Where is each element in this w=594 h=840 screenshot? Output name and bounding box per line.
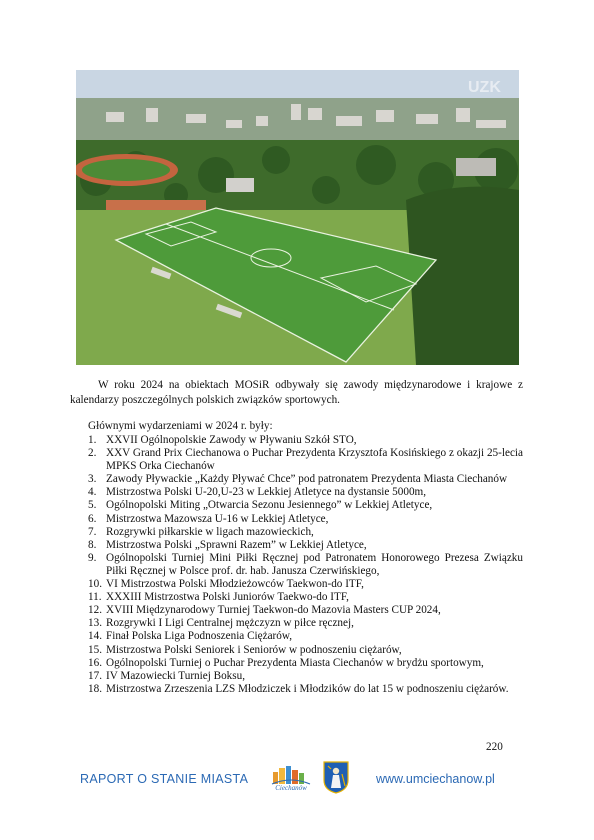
event-number: 2. xyxy=(88,447,97,460)
ciechanow-city-logo xyxy=(270,762,312,792)
event-text: Mistrzostwa Polski „Sprawni Razem” w Lekkiej Atletyce, xyxy=(106,538,367,551)
event-text: Finał Polska Liga Podnoszenia Ciężarów, xyxy=(106,630,293,643)
photo-watermark: UZK xyxy=(468,79,501,96)
event-number: 5. xyxy=(88,499,97,512)
event-text: Ogólnopolski Miting „Otwarcia Sezonu Jesiennego” w Lekkiej Atletyce, xyxy=(106,499,433,512)
stadium-aerial-photo xyxy=(76,70,519,365)
event-text: IV Mazowiecki Turniej Boksu, xyxy=(106,669,246,682)
event-item xyxy=(70,513,523,526)
event-text: Ogólnopolski Turniej o Puchar Prezydenta Miasta Ciechanów w brydżu sportowym, xyxy=(106,656,484,669)
event-number: 17. xyxy=(88,669,102,682)
event-item xyxy=(70,578,523,591)
event-number: 12. xyxy=(88,604,102,617)
event-text: VI Mistrzostwa Polski Młodzieżowców Taekwon-do ITF, xyxy=(106,578,364,591)
event-number: 8. xyxy=(88,538,97,551)
event-item xyxy=(70,670,523,683)
city-logo-text: Ciechanów xyxy=(275,784,307,792)
event-text: XVIII Międzynarodowy Turniej Taekwon-do Mazovia Masters CUP 2024, xyxy=(106,604,441,617)
event-text: XXV Grand Prix Ciechanowa o Puchar Prezydenta Krzysztofa Kosińskiego z okazji 25-lecia MPKS Orka Ciechanów xyxy=(106,447,523,473)
event-text: XXVII Ogólnopolskie Zawody w Pływaniu Szkół STO, xyxy=(106,434,357,446)
stadium-aerial-illustration xyxy=(76,70,519,365)
event-text: Zawody Pływackie „Każdy Pływać Chce” pod patronatem Prezydenta Miasta Ciechanów xyxy=(106,473,508,486)
event-number: 6. xyxy=(88,512,97,525)
city-crest-icon xyxy=(322,760,350,794)
event-item xyxy=(70,552,523,578)
event-number: 13. xyxy=(88,617,102,630)
event-item xyxy=(70,630,523,643)
intro-text: W roku 2024 na obiektach MOSiR odbywały się zawody międzynarodowe i krajowe z kalendarzy poszczególnych polskich związków sportowych. xyxy=(70,379,523,406)
event-number: 14. xyxy=(88,630,102,643)
event-item xyxy=(70,526,523,539)
event-item xyxy=(70,604,523,617)
event-text: Mistrzostwa Polski U-20,U-23 w Lekkiej Atletyce na dystansie 5000m, xyxy=(106,486,427,499)
event-item xyxy=(70,473,523,486)
event-item xyxy=(70,434,523,447)
event-number: 18. xyxy=(88,682,102,695)
event-number: 10. xyxy=(88,578,102,591)
page-number: 220 xyxy=(486,741,503,753)
event-text: Rozgrywki I Ligi Centralnej mężczyzn w piłce ręcznej, xyxy=(106,617,354,630)
event-number: 16. xyxy=(88,656,102,669)
event-item xyxy=(70,644,523,657)
events-list xyxy=(70,434,523,696)
event-text: Mistrzostwa Mazowsza U-16 w Lekkiej Atletyce, xyxy=(106,512,329,525)
event-item xyxy=(70,539,523,552)
events-lead: Głównymi wydarzeniami w 2024 r. były: xyxy=(88,420,273,432)
event-item xyxy=(70,447,523,473)
event-text: Rozgrywki piłkarskie w ligach mazowieckich, xyxy=(106,525,314,538)
event-number: 7. xyxy=(88,525,97,538)
event-item xyxy=(70,486,523,499)
report-title: RAPORT O STANIE MIASTA xyxy=(80,772,249,786)
event-number: 1. xyxy=(88,434,97,446)
website-url: www.umciechanow.pl xyxy=(376,772,495,786)
intro-paragraph xyxy=(70,378,523,408)
event-item xyxy=(70,591,523,604)
event-item xyxy=(70,657,523,670)
event-item xyxy=(70,683,523,696)
event-text: Mistrzostwa Polski Seniorek i Seniorów w podnoszeniu ciężarów, xyxy=(106,643,402,656)
event-number: 9. xyxy=(88,551,97,564)
event-text: XXXIII Mistrzostwa Polski Juniorów Taekwo-do ITF, xyxy=(106,591,349,604)
event-item xyxy=(70,617,523,630)
event-number: 11. xyxy=(88,591,102,604)
event-number: 3. xyxy=(88,473,97,486)
event-item xyxy=(70,499,523,512)
event-number: 4. xyxy=(88,486,97,499)
event-text: Mistrzostwa Zrzeszenia LZS Młodziczek i Młodzików do lat 15 w podnoszeniu ciężarów. xyxy=(106,682,509,695)
event-number: 15. xyxy=(88,643,102,656)
event-text: Ogólnopolski Turniej Mini Piłki Ręcznej pod Patronatem Honorowego Prezesa Związku Piłki Ręcznej w Polsce prof. dr. hab. Janusza Czerwińskiego, xyxy=(106,551,523,577)
